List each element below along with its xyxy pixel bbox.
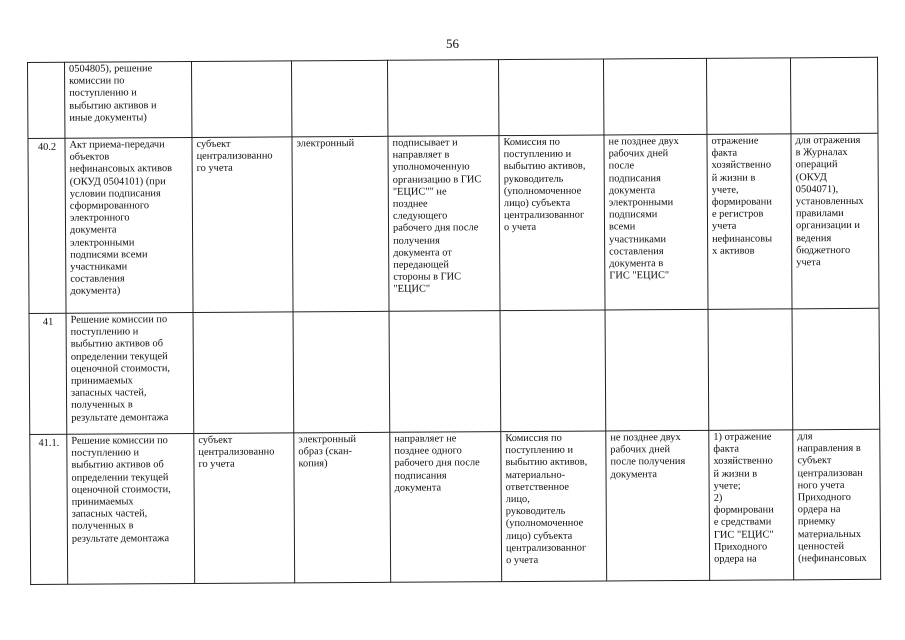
- cell-text: 1) отражение факта хозяйственно й жизни в учете; 2) формировани е средствами ГИС "ЕЦИС" Приходного ордера на: [713, 431, 774, 565]
- cell-signers: [501, 431, 607, 582]
- cell-procedure: [390, 432, 502, 583]
- cell-deadline: [604, 134, 708, 310]
- cell-text: [608, 60, 703, 61]
- row-number-cell: [28, 62, 65, 138]
- cell-document-name: [66, 312, 194, 434]
- cell-text: Комиссия по поступлению и выбытию активов, материально- ответственное лицо, руководитель (уполномоченное лицо) субъекта централизованног о учета: [505, 432, 588, 567]
- cell-document-name: [65, 137, 193, 313]
- cell-text: подписывает и направляет в уполномоченную организацию в ГИС "ЕЦИС"" не позднее следующего рабочего дня после получения документа от передающей стороны в ГИС "ЕЦИС": [392, 137, 482, 296]
- cell-format: [294, 432, 391, 583]
- document-table: [27, 57, 881, 585]
- cell-text: [392, 61, 495, 62]
- cell-responsible: [194, 433, 295, 584]
- cell-text: Акт приема-передачи объектов нефинансовых активов (ОКУД 0504101) (при условии подписания сформированного электронного документа электронными подписями всеми участниками составления документа): [69, 139, 173, 298]
- table-row: [29, 308, 880, 434]
- table-row: [28, 133, 879, 313]
- cell-format: [291, 60, 387, 137]
- cell-responsible: [191, 61, 291, 138]
- cell-purpose: [791, 133, 879, 309]
- cell-text: [394, 312, 497, 313]
- cell-text: субъект централизованно го учета: [198, 434, 275, 471]
- cell-text: направляет не позднее одного рабочего дня после подписания документа: [394, 433, 480, 494]
- cell-text: электронный: [296, 138, 355, 150]
- cell-purpose: [793, 429, 881, 580]
- cell-procedure: [389, 311, 501, 433]
- cell-text: отражение факта хозяйственно й жизни в учете, формировани е регистров учета нефинансовы х активов: [711, 135, 773, 257]
- cell-text: [503, 60, 600, 61]
- cell-responsible: [192, 137, 293, 313]
- cell-purpose: [790, 57, 877, 134]
- cell-procedure: [388, 136, 500, 312]
- cell-text: для отражения в Журналах операций (ОКУД 0504071), установленных правилами организации и ведения бюджетного учета: [795, 134, 864, 269]
- table-body: [28, 57, 881, 584]
- cell-text: электронный образ (скан- копия): [298, 433, 357, 470]
- cell-procedure: [387, 60, 498, 137]
- cell-deadline: [603, 58, 706, 135]
- page-number: 56: [446, 36, 459, 51]
- cell-action: [706, 58, 790, 135]
- cell-text: 0504805), решение комиссии по поступлению и выбытию активов и иные документы): [69, 63, 157, 124]
- cell-signers: [499, 135, 605, 311]
- cell-text: Решение комиссии по поступлению и выбытию активов об определении текущей оценочной стоимости, принимаемых запасных частей, полученных в результате демонтажа: [71, 435, 171, 545]
- cell-text: [505, 311, 602, 312]
- cell-text: не позднее двух рабочих дней после подписания документа электронными подписями всеми участниками составления документа в ГИС "ЕЦИС": [608, 136, 679, 282]
- cell-format: [293, 311, 390, 433]
- cell-text: [610, 311, 705, 312]
- cell-action: [707, 134, 792, 310]
- cell-text: Комиссия по поступлению и выбытию активов, руководитель (уполномоченное лицо) субъекта централизованног о учета: [503, 136, 586, 234]
- cell-purpose: [792, 308, 880, 430]
- cell-deadline: [606, 430, 710, 581]
- cell-signers: [498, 59, 603, 136]
- cell-text: Решение комиссии по поступлению и выбытию активов об определении текущей оценочной стоимости, принимаемых запасных частей, полученных в результате демонтажа: [70, 314, 171, 424]
- row-number-cell: 40.2: [28, 138, 66, 313]
- cell-text: [198, 313, 290, 314]
- row-number-cell: 41: [29, 313, 67, 434]
- cell-action: [708, 309, 793, 431]
- cell-action: [709, 430, 794, 581]
- cell-responsible: [193, 312, 294, 434]
- table-row: [28, 57, 878, 138]
- cell-text: [298, 313, 386, 314]
- cell-text: не позднее двух рабочих дней после получения документа: [610, 432, 686, 481]
- cell-text: [196, 62, 288, 63]
- cell-document-name: [67, 433, 195, 584]
- table-row: [30, 429, 881, 584]
- row-number-cell: 41.1.: [30, 434, 68, 584]
- cell-text: субъект централизованно го учета: [196, 138, 273, 175]
- cell-deadline: [605, 309, 709, 431]
- cell-format: [292, 136, 389, 312]
- cell-text: [296, 62, 384, 63]
- cell-document-name: [65, 61, 192, 138]
- cell-signers: [500, 310, 606, 432]
- cell-text: для направления в субъект централизован ного учета Приходного ордера на приемку материальных ценностей (нефинансовых: [797, 431, 867, 565]
